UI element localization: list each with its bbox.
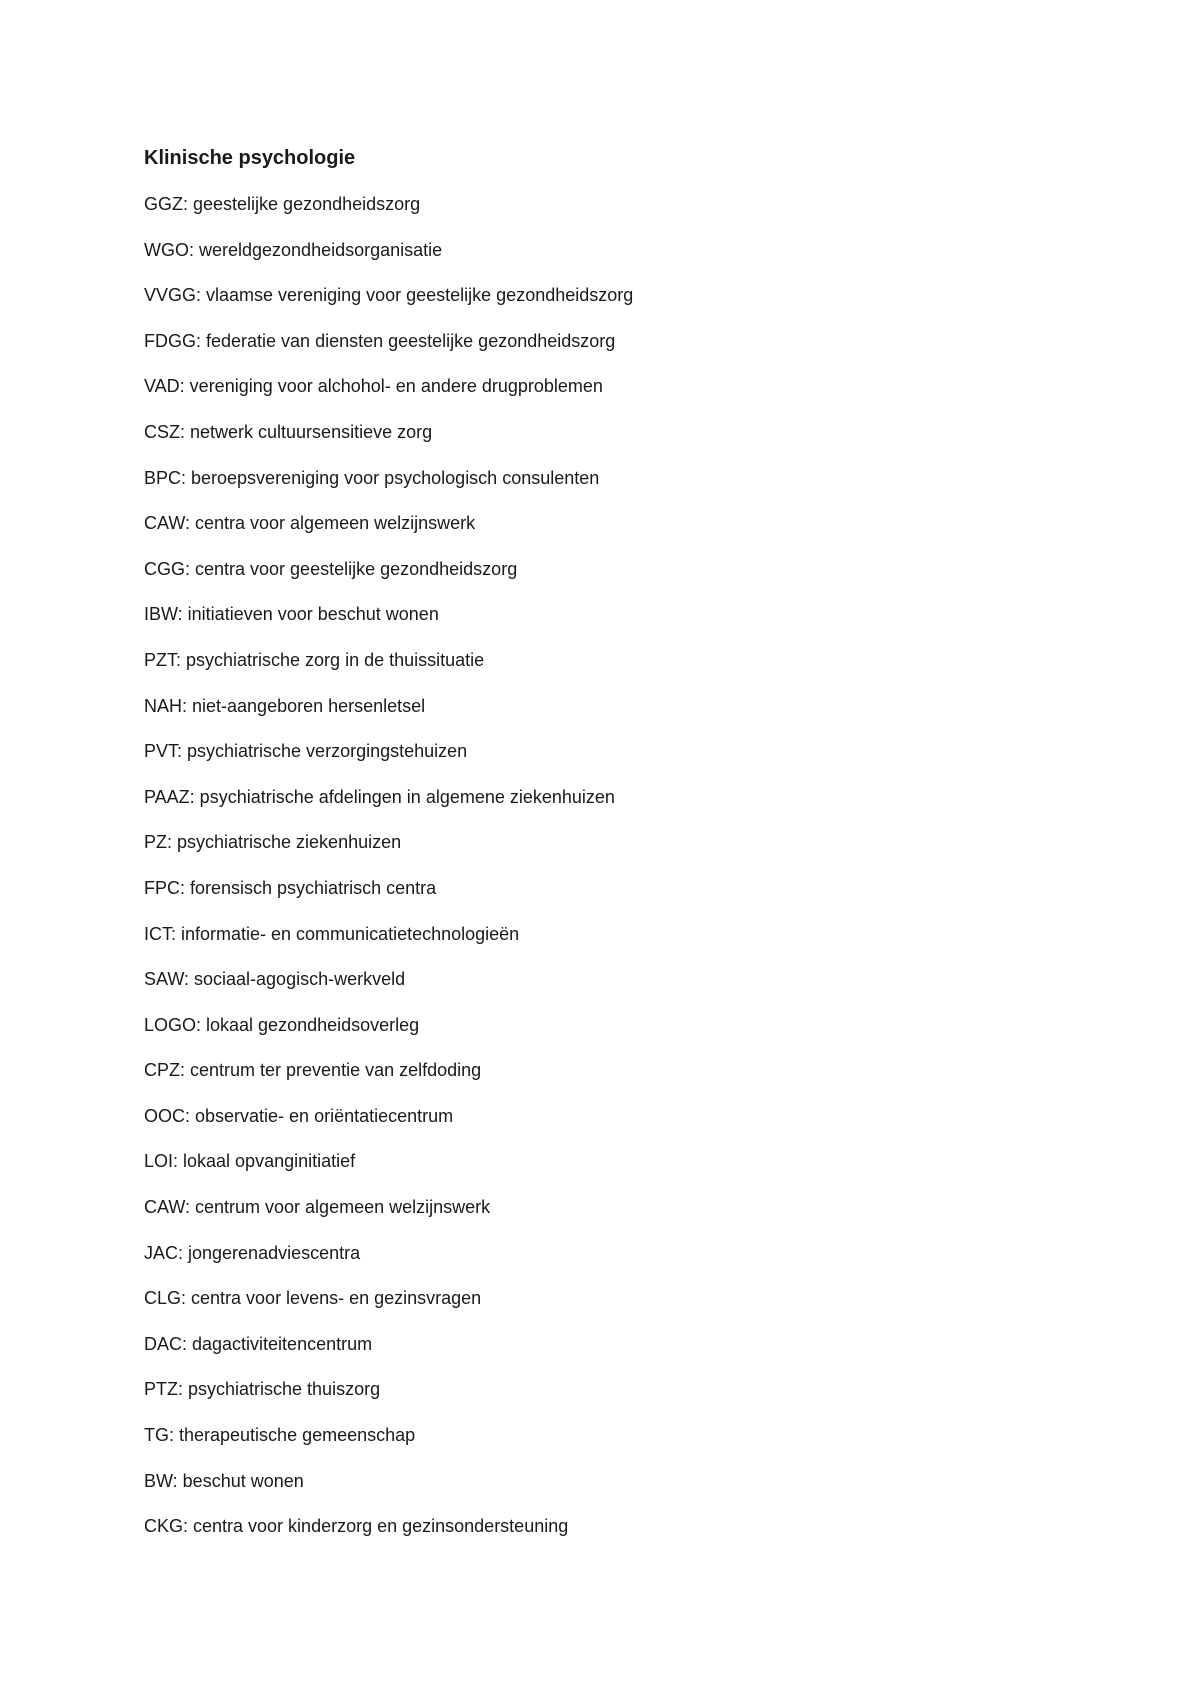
list-item: PAAZ: psychiatrische afdelingen in algemene ziekenhuizen [144,786,615,807]
list-item: ICT: informatie- en communicatietechnologieën [144,923,520,944]
list-item: OOC: observatie- en oriëntatiecentrum [144,1105,454,1126]
list-item: LOGO: lokaal gezondheidsoverleg [144,1014,420,1035]
list-item: WGO: wereldgezondheidsorganisatie [144,239,443,260]
list-item: SAW: sociaal-agogisch-werkveld [144,969,406,990]
list-item: PZ: psychiatrische ziekenhuizen [144,832,402,853]
list-item: TG: therapeutische gemeenschap [144,1425,416,1446]
list-item: CLG: centra voor levens- en gezinsvragen [144,1288,482,1309]
list-item: IBW: initiatieven voor beschut wonen [144,604,439,625]
list-item: DAC: dagactiviteitencentrum [144,1333,373,1354]
list-item: BPC: beroepsvereniging voor psychologisch consulenten [144,467,600,488]
list-item: NAH: niet-aangeboren hersenletsel [144,695,426,716]
document-title: Klinische psychologie [144,147,356,169]
list-item: CAW: centrum voor algemeen welzijnswerk [144,1197,491,1218]
list-item: CAW: centra voor algemeen welzijnswerk [144,513,476,534]
list-item: LOI: lokaal opvanginitiatief [144,1151,356,1172]
list-item: GGZ: geestelijke gezondheidszorg [144,194,421,214]
list-item: BW: beschut wonen [144,1470,304,1491]
list-item: PVT: psychiatrische verzorgingstehuizen [144,741,468,762]
list-item: FDGG: federatie van diensten geestelijke gezondheidszorg [144,330,616,351]
abbreviation-list [144,182,1064,1550]
document-content [144,143,1064,1550]
list-item: PZT: psychiatrische zorg in de thuissituatie [144,649,485,670]
list-item: CSZ: netwerk cultuursensitieve zorg [144,421,433,442]
list-item: PTZ: psychiatrische thuiszorg [144,1379,381,1400]
list-item: VVGG: vlaamse vereniging voor geestelijke gezondheidszorg [144,285,634,306]
list-item: CPZ: centrum ter preventie van zelfdoding [144,1060,482,1081]
list-item: CKG: centra voor kinderzorg en gezinsondersteuning [144,1516,569,1537]
list-item: CGG: centra voor geestelijke gezondheidszorg [144,558,518,579]
list-item: VAD: vereniging voor alchohol- en andere drugproblemen [144,376,603,397]
list-item: JAC: jongerenadviescentra [144,1242,361,1263]
list-item: FPC: forensisch psychiatrisch centra [144,877,437,898]
